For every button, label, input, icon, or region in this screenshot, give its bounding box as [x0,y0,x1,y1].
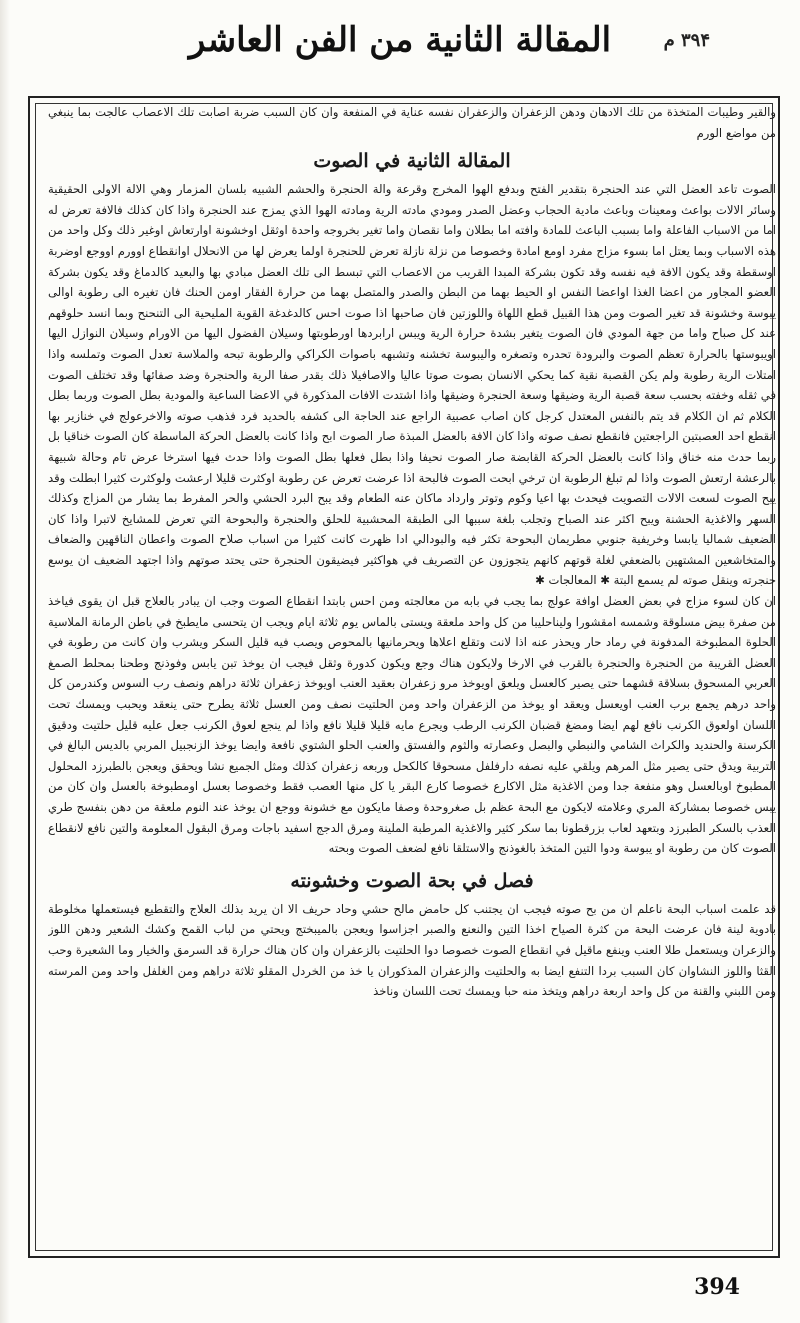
section-heading-hoarseness: فصل في بحة الصوت وخشونته [290,869,534,892]
intro-paragraph: والقير وطيبات المتخذة من تلك الادهان ودهن الزعفران والزعفران نفسه عناية في المنفعة وان كان السبب ضربة اصابت تلك الاعصاب عالجت بما ينبغي من مواضع الورم [48,105,776,140]
text-frame [28,96,780,1258]
voice-paragraph: الصوت تاعد العضل التي عند الحنجرة بتقدير الفتح وبدفع الهوا المخرج وقرعة والة الحنجرة والحشم الشبيه بلسان المزمار وهي الالة الاولى الحقيقية وسائر الالات بواعث ومعينات وباعث مادية الحجاب وعضل الصدر ومودي مادته الرية ومادته الهوا الذي يمزج عند الحنجرة واذا كان كذلك فالافة تعرض له اما من الاسباب الفاعلة واما بسبب الباعث للمادة وافته اما بطلان واما نقصان واما تغير بخروجه واحدة اوثقل اوخشونة اوارتعاش اوغير ذلك وكل واحد من هذه الاسباب وبما يعتل اما بسوء مزاج مفرد اومع امادة وخصوصا من نزلة نازلة تعرض للحنجرة اولما يعرض لها من الانحلال اوانقطاع اوورم اووجع اوضربة اوسقطة وقد يكون الافة فيه نفسه وقد تكون بشركة المبدا القريب من الاعصاب التي تبسط الى تلك العضل مبادي بها والبعيد كالدماغ وقد يكون بشركة العضو المجاور من اعضا الغذا اواعضا النفس او الحيط بهما من البطن والصدر والمتصل بهما من حرارة الفقار اومن الحنك فان تغيره الى رطوبة اوالى يبوسة وخشونة قد تغير الصوت ومن هذا القبيل قطع اللهاة واللوزتين فان صاحبها اذا صوت احس كالدغدغة القوية المليحية الى التنحنح وبما انسد حلوقهم عند كل صباح واما من جهة المودي فان الصوت يتغير بشدة حرارة الرية ويبس ارابردها اورطوبتها وسيلان الفضول اليها من الاورام وسيلان النوازل اليها اويبوستها بالحرارة تعظم الصوت والبرودة تحدره وتصغره واليبوسة تخشنه وتشبهه باصوات الكراكي والرطوبة تبحه والملاسة تعدل الصوت وتملسه واذا امتلات الرية رطوبة ولم يكن القصبة نقية كما يحكي الانسان بصوت صوتا عاليا والاصافيلا ذلك بقدر صفا الرية والحنجرة وضد صفائها وقد تختلف الصوت في ثقله وخفته بحسب سعة قصبة الرية وضيقها وسعة الحنجرة وضيقها واذا اشتدت الافات المذكورة في الاعضا الساعية والمودية بطل الصوت وربما بطل الكلام ثم ان الكلام قد يتم بالنفس المعتدل كرجل كان اصاب عصبية الراجع عند الحاجة الى كشفه بالحديد فرد فذهب صوته والاخرعولج في خنازير بها انقطع احد العصبتين الراجعتين فانقطع نصف صوته واذا كان الافة بالعضل المبذة صار الصوت ابح واذا كانت بالعضل الحركة الماسطة كان الصوت خناقيا بل ربما حدث منه خناق واذا كانت بالعضل الحركة القابضة صار الصوت نحيفا واذا بطل فعلها بطل الصوت واذا حدث فيها استرخا عرض تام وحالة شبيهة بالرعشة ارتعش الصوت واذا لم تبلغ الرطوبة ان ترخي ابحت الصوت فالبحة اذا عرضت تعرض عن رطوبة اوكثرت قليلا ارعشت ولوكثرت كثيرا ابطلت وقد يبح الصوت لسعت الالات التصويت فيحدث بها اعيا وكوم وتوتر وارداد ماكان عنه الطعام وقد يبح البرد الحشي والحر المفرط بما يشار من المزاج وكذلك السهر والاغذية الحشنة ويبح اكثر عند الصباح وتجلب بلغة سببها الى الطبقة المحشبية للحلق والحنجرة والبحوحة التي تعرض للمشايخ لاتبرا واذا كان الضعيف شماليا يابسا وخريفية جنوبي مطريمان البحوحة تكثر فيه والبودالي ادا ظهرت كانت كثيرا من اسباب صلاح الصوت واعطان الناقهين والضعاف والمتخاشعين المشتهين بالضعفي لغلة قوتهم كانهم يتجوزون عن التصريف في هواكثير فيضيقون الحنجرة حتى يحتد صوتهم واذا اجتهد الضعيف ان يوسع حنجرته وينقل صوته لم يسمع البتة ✱ المعالجات ✱ [48,182,776,588]
text-body [48,102,776,1248]
page-gutter-shadow [0,0,10,1323]
header-page-marker: ۳۹۴ م [663,30,710,51]
section-heading-voice: المقالة الثانية في الصوت [313,150,511,173]
treatments-paragraph: ان كان لسوء مزاج في بعض العضل اوافة عولج بما يجب في بابه من معالجته ومن احس بابتدا انقطاع الصوت وجب ان يبادر بالعلاج قبل ان يقوى فياخذ من صفرة بيض مسلوقة وشمسه امقشورا وليناحليبا من كل واحد ملعقة ويستى بالماس يوم ثلاثة ايام ويجب ان يتحسى مايطبخ في باطن الرمانة الملاسية الحلوة المطبوخة المدفونة في رماد حار ويحذر عنه اذا لانت وتقلع اعلاها ويحرمانيها بالمحوص ويصب فيه قليل السكر ويشرب وان كانت من رطوبة في العضل القريبة من الحنجرة والحنجرة بالقرب في الارخا ولايكون هناك وجع ويكون كدورة وثقل فيجب ان يوخذ تبن يابس وفوذنج وطحنا بمحلط الصمغ العربي المسحوق بسلاقة قشهما حتى يصير كالعسل ويلعق اويوخذ مرو زعفران بعقيد العنب اويوخذ زعفران ثلاثة دراهم ونصف رب السوس وكندرمن كل واحد درهم يجمع برب العنب اويعسل ويعقد او يوخذ من الزعفران واحد ومن الحلتيت نصف ومن العسل ثلاثة يطرح حتى ينعقد ويحبب ويمسك تحت اللسان اولعوق الكرنب نافع لهم ايضا ومضغ قضبان الكرنب الرطب ويجرع مايه قليلا قليلا نافع واذا لم ينجع لعوق الكرنب جعل عليه قليل حلتيت ودقيق الكرسنة والحنديد والكراث الشامي والنبطي والبصل وعصارته والثوم والفستق والعنب الحلو الشتوي نافعة وايضا يوخذ الزنجبيل المربي بالديس البالغ في التربية ويدق حتى يصير مثل المرهم ويلقي عليه نصفه دارفلفل مسحوقا كالكحل وربعه زعفران كذلك ومثل الجميع نشا ويحقق ويعجن بالطبرزد المحلول المطبوخ اوبالعسل وهو منفعة جدا ومن الاغذية مثل الاكارع خصوصا كارع البقر يا كل منها العصب فقط وخصوصا بعسل اومطبوخة بالعسل وان كان من يبس خصوصا بمشاركة المري وعلامته لايكون مع البحة عظم بل صغروحدة وصفا مايكون مع خشونة ووجع ان يوخذ عند النوم ملعقة من دهن بنفسج طري العذب بالسكر الطبرزد وبتعهد لعاب بزرقطونا بما سكر كثير والاغذية المرطبة الملينة ومرق الدجج اسفيد باجات ومرق البقول المعلومة والتين نافع لانقطاع الصوت كان من رطوبة او يبوسة ودوا التين المتخذ بالغوذنج والاستلقا نافع لضعف الصوت وبحته [48,594,776,856]
page-number: 394 [694,1274,740,1300]
hoarseness-paragraph: قد علمت اسباب البحة ناعلم ان من بح صوته فيجب ان يجتنب كل حامض مالح حشي وحاد حريف الا ان يريد بذلك العلاج والتقطيع فيستعملها مخلوطة بادوية لينة فان عرضت البحة من كثرة الصياح اخذا التين والنعنع والصبر اجزاسوا ويعجن بالميبختج ويحتي من لباب القمح وكشك الشعير ودهن اللوز والزعران ويستعمل طلا العنب وينفع ماقيل في انقطاع الصوت خصوصا دوا الحلتيت بالزعفران وان كان هناك حرارة قد السرمق والخيار وما الشعيرة وحب القثا واللوز النشاوان كان السبب بردا التنفع ايضا به والحلتيت والزعفران المذكوران يا خذ من الخردل المقلو ثلاثة دراهم ومن الغلفل واحد ومن المرسته ومن اللبني والقنة من كل واحد اربعة دراهم ويتخذ منه حبا ويمسك تحت اللسان وناخذ [48,901,776,999]
running-title: المقالة الثانية من الفن العاشر [188,20,612,60]
